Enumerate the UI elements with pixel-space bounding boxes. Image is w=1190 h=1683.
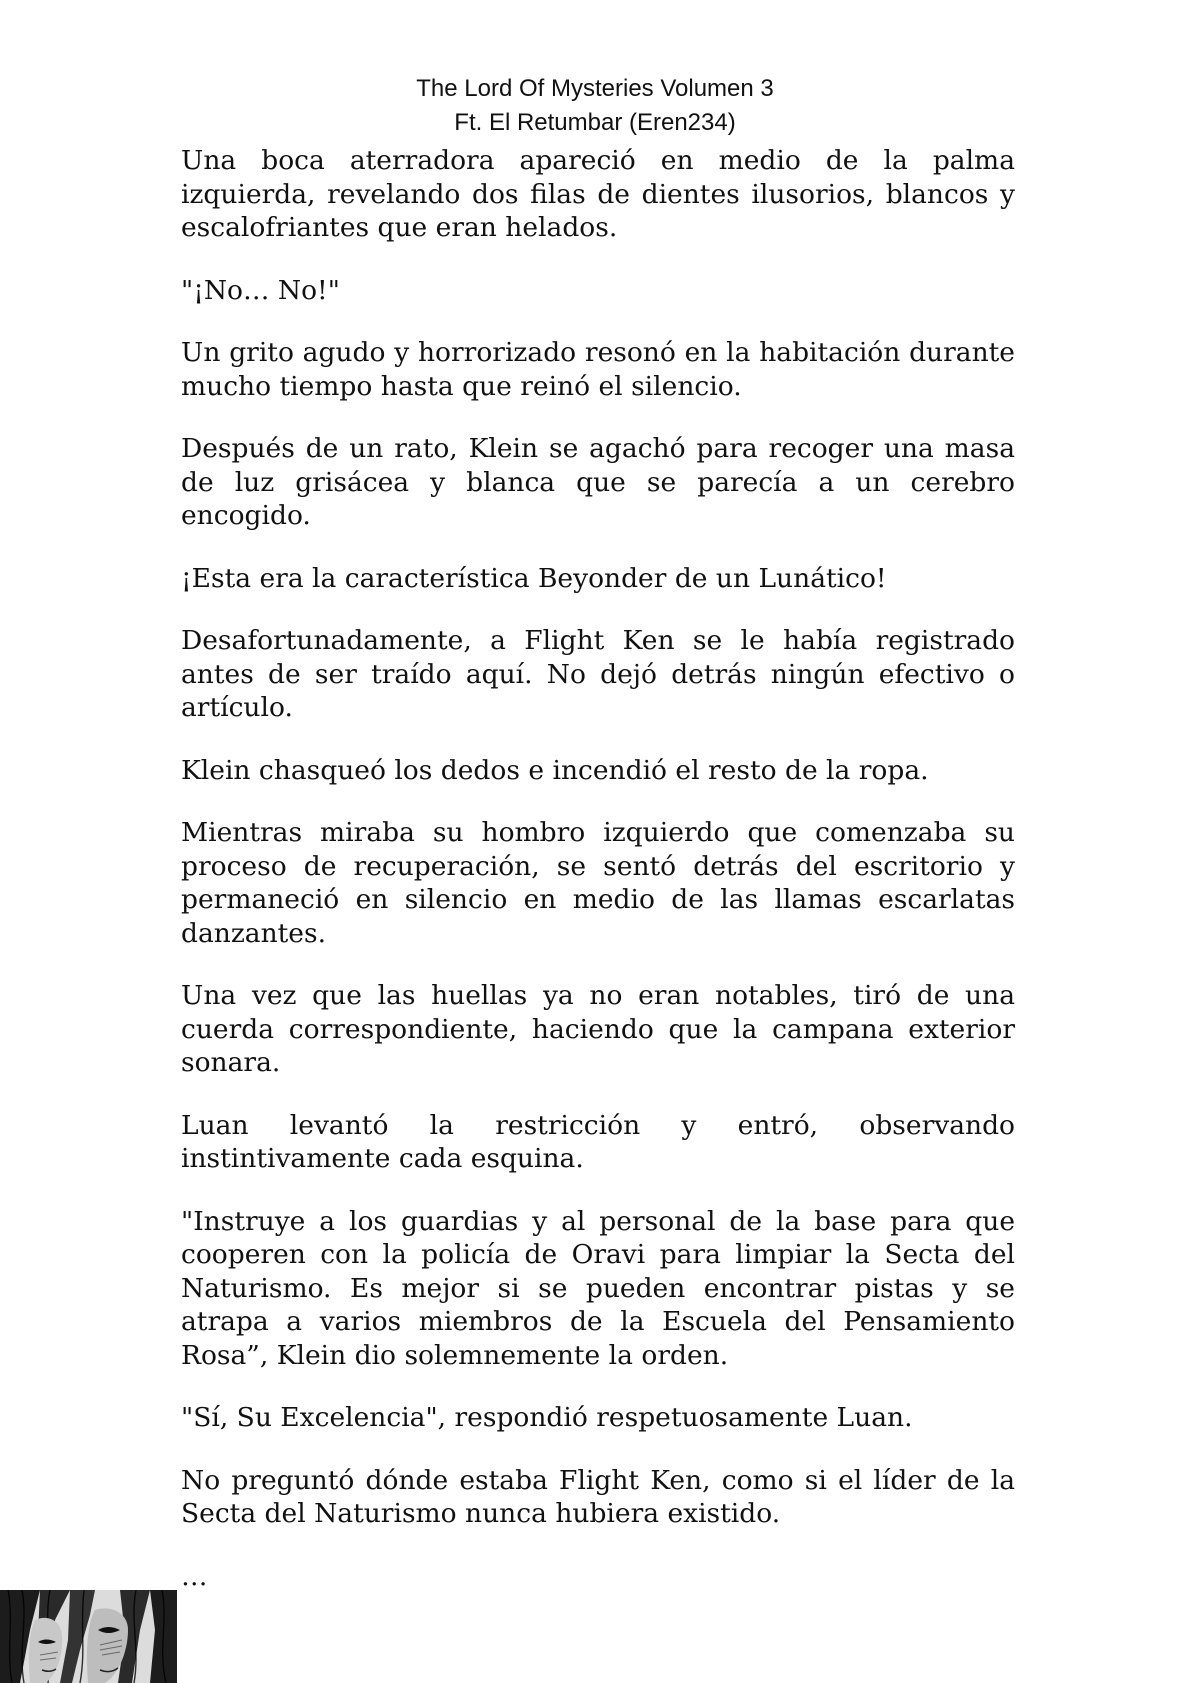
translator-credit: Ft. El Retumbar (Eren234) — [454, 109, 736, 136]
paragraph: Desafortunadamente, a Flight Ken se le había registrado antes de ser traído aquí. No dejó detrás ningún efectivo o artículo. — [181, 625, 1015, 723]
paragraph: "Sí, Su Excelencia", respondió respetuosamente Luan. — [181, 1402, 913, 1433]
paragraph: Mientras miraba su hombro izquierdo que comenzaba su proceso de recuperación, se sentó detrás del escritorio y permaneció en silencio en medio de las llamas escarlatas danzantes. — [181, 817, 1015, 949]
paragraph: Klein chasqueó los dedos e incendió el resto de la ropa. — [181, 754, 929, 786]
book-title: The Lord Of Mysteries Volumen 3 — [416, 75, 774, 102]
paragraph-ellipsis: … — [181, 1560, 208, 1592]
chapter-body — [181, 144, 1015, 1622]
paragraph: Una boca aterradora apareció en medio de la palma izquierda, revelando dos filas de dientes ilusorios, blancos y escalofriantes que eran helados. — [181, 145, 1015, 243]
paragraph: Una vez que las huellas ya no eran notables, tiró de una cuerda correspondiente, haciendo que la campana exterior sonara. — [181, 980, 1015, 1078]
paragraph: ¡Esta era la característica Beyonder de un Lunático! — [181, 562, 887, 594]
paragraph: "Instruye a los guardias y al personal de la base para que cooperen con la policía de Oravi para limpiar la Secta del Naturismo. Es mejor si se pueden encontrar pistas y se atrapa a varios miembros de la Escuela del Pensamiento Rosa”, Klein dio solemnemente la orden. — [181, 1205, 1015, 1371]
page-header — [0, 72, 1190, 140]
paragraph: No preguntó dónde estaba Flight Ken, como si el líder de la Secta del Naturismo nunca hubiera existido. — [181, 1464, 1015, 1529]
paragraph: Luan levantó la restricción y entró, observando instintivamente cada esquina. — [181, 1109, 1015, 1174]
manga-character-illustration-icon — [0, 1590, 177, 1683]
paragraph: Después de un rato, Klein se agachó para recoger una masa de luz grisácea y blanca que se parecía a un cerebro encogido. — [181, 433, 1015, 531]
paragraph: "¡No… No!" — [181, 274, 340, 306]
paragraph: Un grito agudo y horrorizado resonó en la habitación durante mucho tiempo hasta que reinó el silencio. — [181, 337, 1015, 402]
